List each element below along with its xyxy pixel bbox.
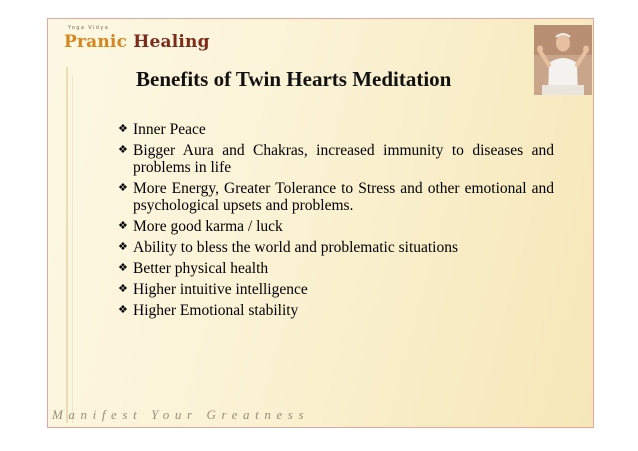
list-item-text: Better physical health (133, 260, 269, 277)
list-item (118, 281, 554, 298)
list-item (118, 121, 554, 138)
list-item (118, 142, 554, 176)
logo-word-pranic: Pranic (64, 32, 128, 52)
benefits-list (118, 121, 554, 319)
logo-word-healing: Healing (133, 32, 210, 52)
diamond-bullet-icon: ❖ (118, 262, 128, 274)
list-item-text: More Energy, Greater Tolerance to Stress and other emotional and psychological upsets and problems. (133, 180, 554, 214)
list-item (118, 260, 554, 277)
list-item (118, 218, 554, 235)
pranic-healing-logo (64, 25, 210, 52)
list-item-text: Ability to bless the world and problematic situations (133, 239, 459, 256)
logo-tagline: Yoga Vidya (68, 25, 110, 31)
footer-tagline: Manifest Your Greatness (52, 407, 310, 422)
diamond-bullet-icon: ❖ (118, 220, 128, 232)
list-item-text: More good karma / luck (133, 218, 283, 235)
decorative-left-rule (66, 67, 68, 423)
diamond-bullet-icon: ❖ (118, 182, 128, 194)
list-item-text: Bigger Aura and Chakras, increased immunity to diseases and problems in life (133, 142, 554, 176)
list-item (118, 239, 554, 256)
diamond-bullet-icon: ❖ (118, 241, 128, 253)
list-item (118, 180, 554, 214)
list-item-text: Higher intuitive intelligence (133, 281, 308, 298)
meditating-person-photo (534, 25, 592, 95)
diamond-bullet-icon: ❖ (118, 283, 128, 295)
diamond-bullet-icon: ❖ (118, 304, 128, 316)
slide-title: Benefits of Twin Hearts Meditation (136, 67, 452, 91)
list-item-text: Higher Emotional stability (133, 302, 299, 319)
list-item-text: Inner Peace (133, 121, 206, 138)
logo-wordmark (64, 32, 210, 52)
decorative-left-rule-thin (72, 75, 73, 423)
list-item (118, 302, 554, 319)
diamond-bullet-icon: ❖ (118, 123, 128, 135)
slide (47, 18, 594, 428)
diamond-bullet-icon: ❖ (118, 144, 128, 156)
